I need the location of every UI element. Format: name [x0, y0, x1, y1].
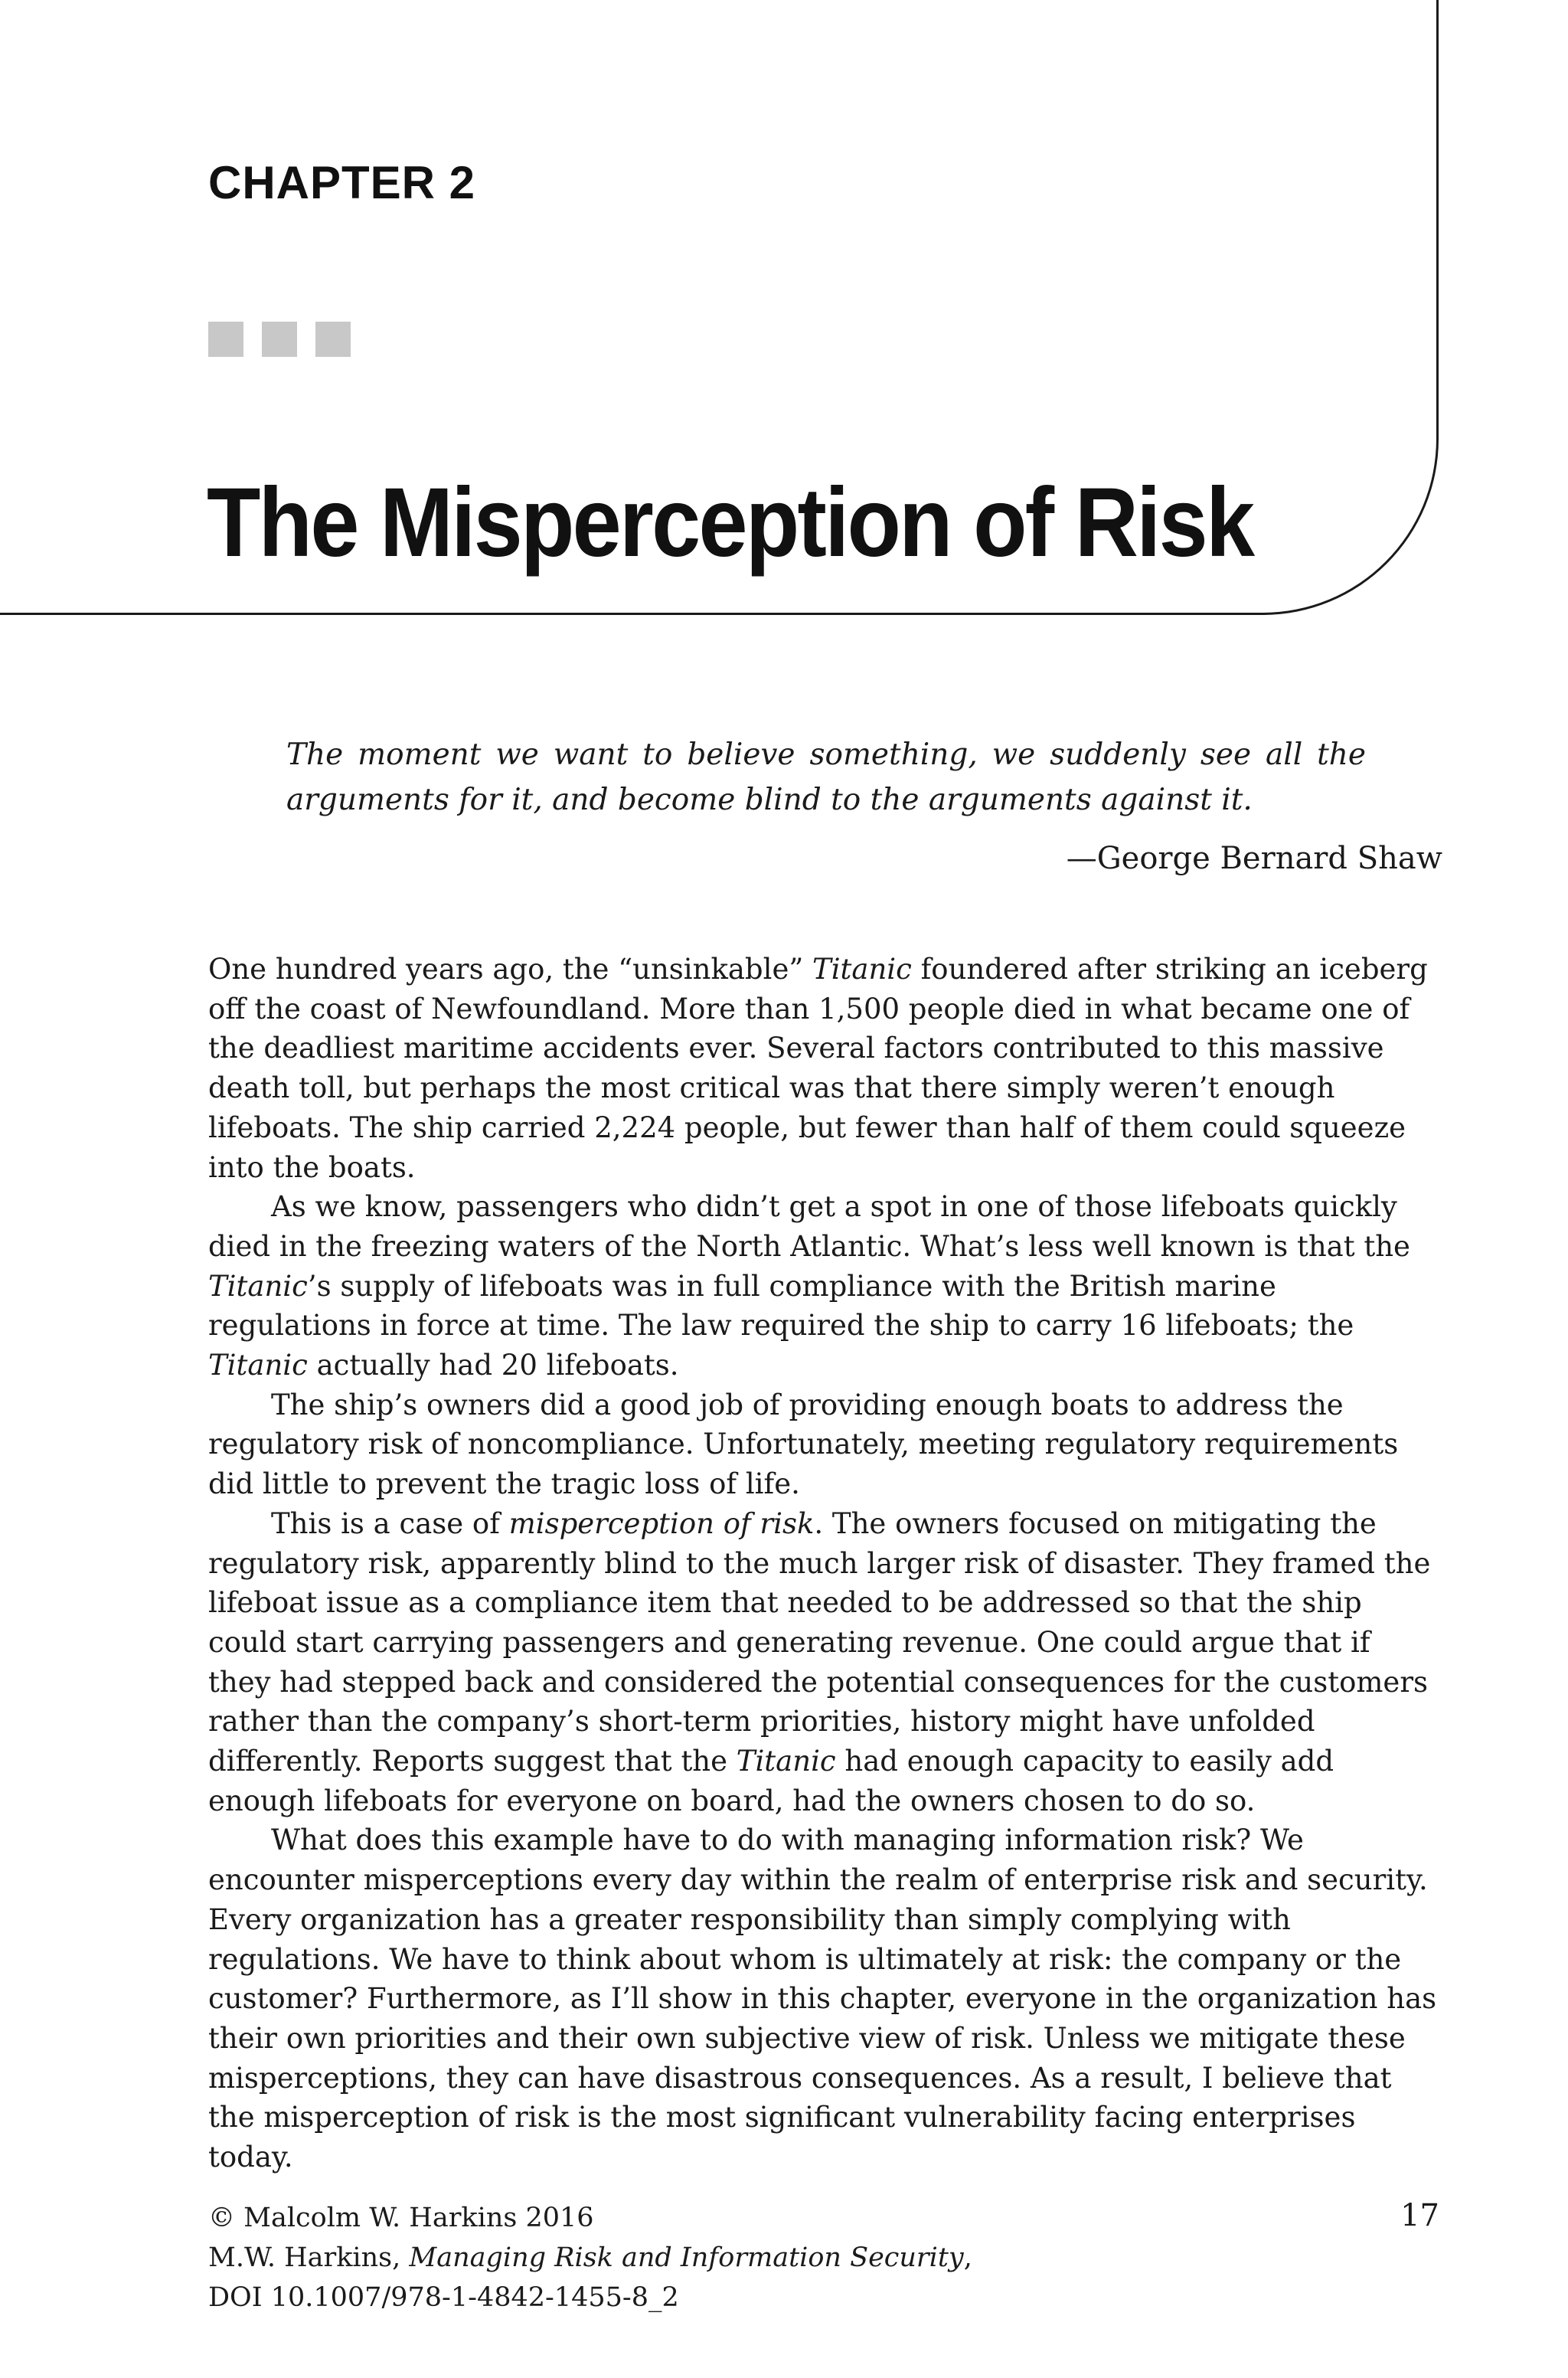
chapter-title: The Misperception of Risk	[207, 468, 1253, 577]
citation-comma: ,	[963, 2242, 972, 2273]
paragraph-2-text-a: As we know, passengers who didn’t get a spot in one of those lifeboats quickly died in the freezing waters of the North Atlantic. What’s less well known is that the	[208, 1190, 1410, 1263]
paragraph-2-ship-name-2: Titanic	[208, 1349, 308, 1382]
citation-line	[208, 2238, 972, 2278]
paragraph-1-ship-name: Titanic	[812, 953, 912, 986]
paragraph-2-text-e: actually had 20 lifeboats.	[307, 1349, 679, 1382]
chapter-ornament	[208, 322, 351, 357]
citation-book-title: Managing Risk and Information Security	[409, 2242, 964, 2273]
paragraph-4-term: misperception of risk	[508, 1506, 815, 1540]
paragraph-2-ship-name-1: Titanic	[208, 1269, 308, 1303]
ornament-square-3	[315, 322, 351, 357]
paragraph-1	[208, 950, 1438, 1187]
paragraph-2	[208, 1187, 1438, 1385]
paragraph-4-text-c: . The owners focused on mitigating the regulatory risk, apparently blind to the much larger risk of disaster. They framed the lifeboat issue as a compliance item that needed to be addressed so that the ship could start carrying passengers and generating revenue. One could argue that if they had stepped back and considered the potential consequences for the customers rather than the company’s short-term priorities, history might have unfolded differently. Reports suggest that the	[208, 1506, 1431, 1778]
doi-line: DOI 10.1007/978-1-4842-1455-8_2	[208, 2282, 679, 2313]
epigraph-quote: The moment we want to believe something, we suddenly see all the arguments for it, and become blind to the arguments against it.	[286, 738, 1366, 817]
paragraph-5: What does this example have to do with managing information risk? We encounter misperceptions every day within the realm of enterprise risk and security. Every organization has a greater responsibility than simply complying with regulations. We have to think about whom is ultimately at risk: the company or the customer? Furthermore, as I’ll show in this chapter, everyone in the organization has their own priorities and their own subjective view of risk. Unless we mitigate these misperceptions, they can have disastrous consequences. As a result, I believe that the misperception of risk is the most significant vulnerability facing enterprises today.	[208, 1824, 1437, 2174]
epigraph-attribution: —George Bernard Shaw	[1066, 841, 1442, 876]
paragraph-4-text-e: had enough capacity to easily add enough lifeboats for everyone on board, had the owners chosen to do so.	[208, 1745, 1334, 1817]
paragraph-1-text-c: foundered after striking an iceberg off the coast of Newfoundland. More than 1,500 people died in what became one of the deadliest maritime accidents ever. Several factors contributed to this massive death toll, but perhaps the most critical was that there simply weren’t enough lifeboats. The ship carried 2,224 people, but fewer than half of them could squeeze into the boats.	[208, 953, 1428, 1184]
ornament-square-1	[208, 322, 243, 357]
paragraph-2-text-c: ’s supply of lifeboats was in full compliance with the British marine regulations in force at time. The law required the ship to carry 16 lifeboats; the	[208, 1269, 1354, 1343]
paragraph-3: The ship’s owners did a good job of providing enough boats to address the regulatory risk of noncompliance. Unfortunately, meeting regulatory requirements did little to prevent the tragic loss of life.	[208, 1388, 1399, 1501]
paragraph-4	[208, 1504, 1438, 1821]
paragraph-1-text-a: One hundred years ago, the “unsinkable”	[208, 953, 813, 986]
paragraph-4-text-a: This is a case of	[271, 1506, 509, 1540]
citation-author: M.W. Harkins,	[208, 2242, 410, 2273]
footer-copyright-block	[208, 2198, 972, 2317]
chapter-label: CHAPTER 2	[208, 157, 476, 208]
epigraph	[286, 732, 1366, 823]
copyright-line: © Malcolm W. Harkins 2016	[208, 2203, 594, 2233]
page-number: 17	[1400, 2198, 1439, 2233]
body-text	[208, 950, 1438, 2177]
paragraph-4-ship-name: Titanic	[736, 1745, 836, 1778]
ornament-square-2	[262, 322, 297, 357]
